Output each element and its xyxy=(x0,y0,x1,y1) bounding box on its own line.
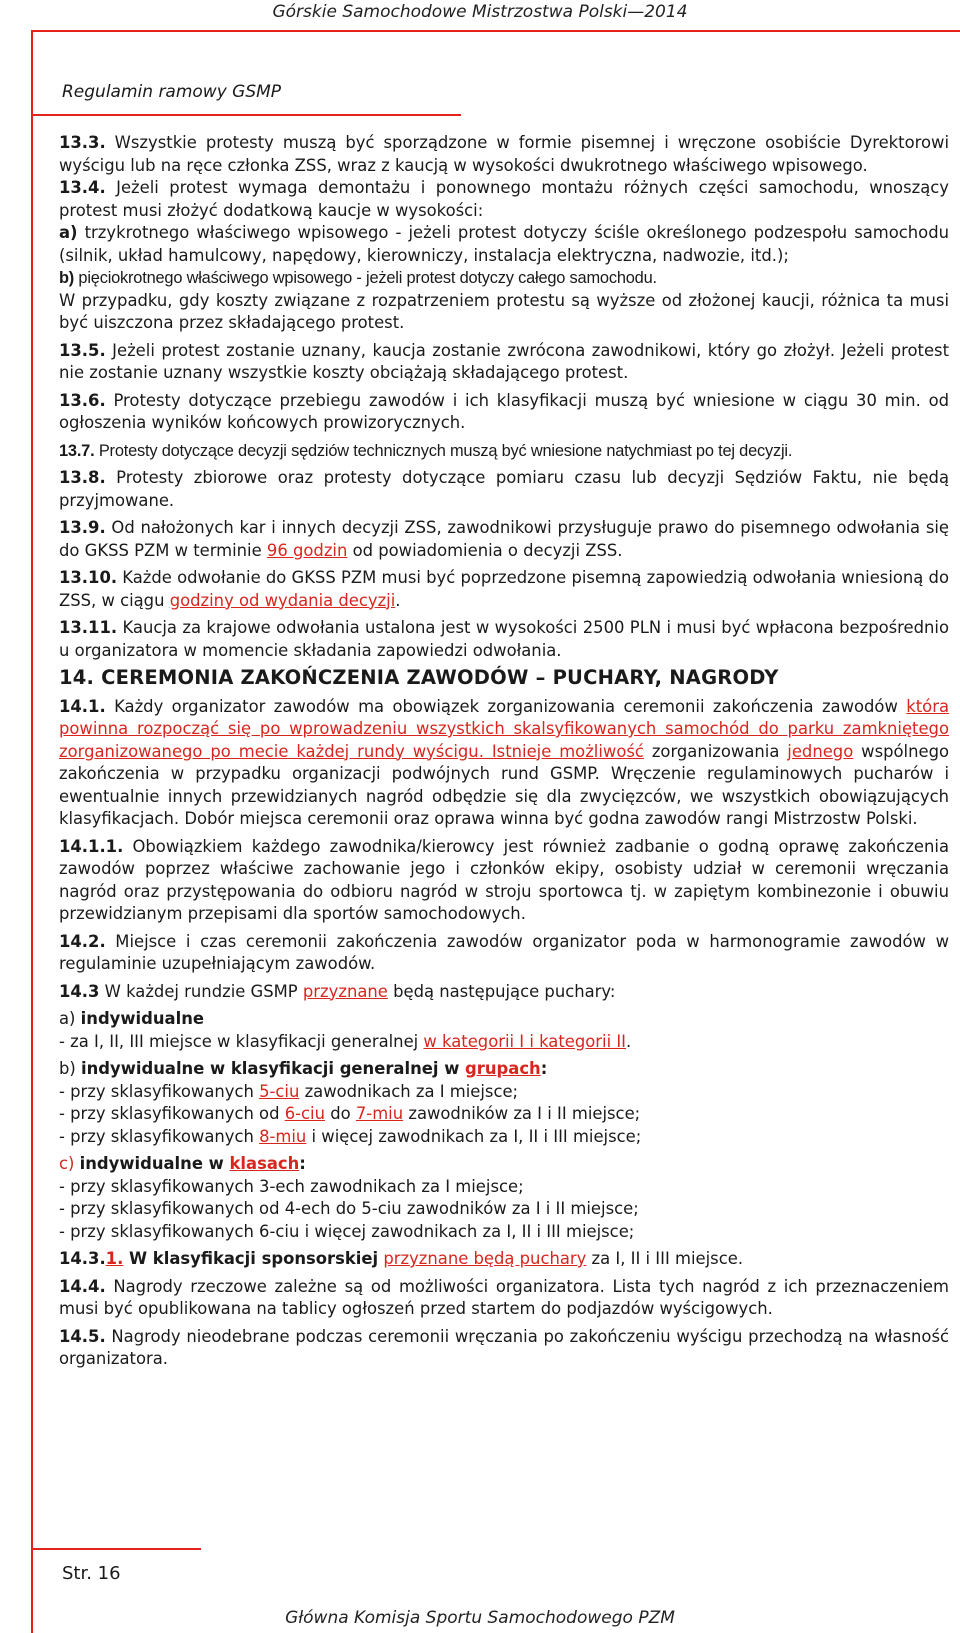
para-text: do xyxy=(325,1104,356,1123)
para-13-3 xyxy=(59,132,949,177)
section-number: 14.3. xyxy=(59,1249,106,1268)
section-number: 13.5. xyxy=(59,340,106,360)
para-text: . xyxy=(626,1031,632,1051)
item-heading: indywidualne xyxy=(80,1009,204,1028)
para-text: i więcej zawodnikach za I, II i III miejsce; xyxy=(306,1126,642,1146)
section-number: 13.11. xyxy=(59,618,118,637)
item-heading: indywidualne w klasyfikacji generalnej w xyxy=(81,1059,466,1078)
amended-text: 6-ciu xyxy=(284,1104,325,1123)
item-heading: : xyxy=(540,1059,548,1078)
para-text: Każde odwołanie do GKSS PZM musi być poprzedzone pisemną zapowiedzią odwołania wniesioną do ZSS, w ciągu xyxy=(59,568,949,610)
para-14-1 xyxy=(59,696,949,831)
document-body xyxy=(59,132,949,1376)
para-14-3 xyxy=(59,981,949,1004)
para-text: - przy sklasyfikowanych xyxy=(59,1081,260,1101)
amended-text: 5-ciu xyxy=(259,1081,300,1101)
para-13-6 xyxy=(59,390,949,435)
footer-rule xyxy=(31,1548,201,1550)
section-number: 14.1. xyxy=(59,696,106,716)
amended-text: 96 godzin xyxy=(266,540,348,560)
para-13-8 xyxy=(59,467,949,512)
amended-text: jednego xyxy=(787,741,854,761)
section-number: 14.4. xyxy=(59,1276,106,1296)
item-label: b) xyxy=(59,1059,82,1078)
para-13-4-a xyxy=(59,222,949,267)
subtitle-rule xyxy=(31,114,461,116)
section-number: 13.8. xyxy=(59,468,106,487)
para-13-4 xyxy=(59,177,949,222)
para-text: . xyxy=(395,590,401,610)
list-item-a-1 xyxy=(59,1031,949,1054)
list-item-b-1 xyxy=(59,1081,949,1104)
section-heading-14: 14. CEREMONIA ZAKOŃCZENIA ZAWODÓW – PUCHARY, NAGRODY xyxy=(59,666,779,689)
list-heading-c xyxy=(59,1153,949,1176)
list-item-b-2 xyxy=(59,1103,949,1126)
para-text: będą następujące puchary: xyxy=(387,981,616,1001)
para-13-5 xyxy=(59,340,949,385)
item-heading: : xyxy=(299,1154,306,1173)
item-label: a) xyxy=(59,1009,81,1028)
document-header-title: Górskie Samochodowe Mistrzostwa Polski—2014 xyxy=(272,2,688,22)
para-text: Protesty zbiorowe oraz protesty dotyczące pomiaru czasu lub decyzji Sędziów Faktu, nie będą przyjmowane. xyxy=(59,468,949,510)
para-14-1-1 xyxy=(59,836,949,926)
para-text: W każdej rundzie GSMP xyxy=(99,981,303,1001)
para-text: od powiadomienia o decyzji ZSS. xyxy=(347,540,623,560)
para-text: zorganizowania xyxy=(643,741,788,761)
section-number: 13.10. xyxy=(59,568,118,587)
para-text: trzykrotnego właściwego wpisowego - jeżeli protest dotyczy ściśle określonego podzespołu samochodu (silnik, układ hamulcowy, napędowy, kierowniczy, instalacja elektryczna, nadwozie, itd.); xyxy=(59,223,949,265)
para-13-11 xyxy=(59,617,949,662)
section-number: 13.9. xyxy=(59,518,106,537)
para-text: - przy sklasyfikowanych xyxy=(59,1126,260,1146)
para-13-7 xyxy=(59,440,949,463)
para-14-3-1 xyxy=(59,1248,949,1271)
para-text: Nagrody rzeczowe zależne są od możliwości organizatora. Lista tych nagród z ich przeznaczeniem musi być opublikowana na tablicy ogłoszeń przed startem do podjazdów wyścigowych. xyxy=(59,1276,949,1318)
amended-text: przyznane xyxy=(302,981,388,1001)
section-number: 13.3. xyxy=(59,133,106,152)
para-text: Wszystkie protesty muszą być sporządzone w formie pisemnej i wręczone osobiście Dyrektorowi wyścigu lub na ręce członka ZSS, wraz z kaucją w wysokości dwukrotnego właściwego wpisowego. xyxy=(59,133,949,175)
para-text: Każdy organizator zawodów ma obowiązek zorganizowania ceremonii zakończenia zawodów xyxy=(105,696,907,716)
amended-text: 1. xyxy=(105,1249,124,1268)
para-text: zawodnikach za I miejsce; xyxy=(299,1081,519,1101)
section-number: 13.6. xyxy=(59,390,106,410)
amended-text: klasach xyxy=(229,1154,300,1173)
header-rule xyxy=(31,30,960,32)
para-14-5 xyxy=(59,1326,949,1371)
para-text: Od nałożonych kar i innych decyzji ZSS, zawodnikowi przysługuje prawo do pisemnego odwołania się do GKSS PZM w terminie xyxy=(59,518,949,560)
margin-rule xyxy=(31,32,33,1633)
amended-text: w kategorii I i kategorii II xyxy=(423,1031,627,1051)
amended-text: 7-miu xyxy=(355,1104,404,1123)
document-subtitle: Regulamin ramowy GSMP xyxy=(62,82,282,102)
para-text: Miejsce i czas ceremonii zakończenia zawodów organizator poda w harmonogramie zawodów w regulaminie uzupełniającym zawodów. xyxy=(59,931,949,973)
para-14-2 xyxy=(59,931,949,976)
section-number: 14.2. xyxy=(59,931,106,951)
amended-text: która powinna rozpocząć się po wprowadzeniu wszystkich skalsyfikowanych samochód do parku zamkniętego zorganizowanego po mecie każdej rundy wyścigu. Istnieje możliwość xyxy=(59,696,949,761)
para-13-9 xyxy=(59,517,949,562)
para-text: Obowiązkiem każdego zawodnika/kierowcy jest również zadbanie o godną oprawę zakończenia zawodów poprzez właściwe zachowanie jego i członków ekipy, osobisty udział w ceremonii wręczania nagród oraz przystępowania do odbioru nagród w stroju sportowca tj. w zapiętym kombinezonie i obuwiu przewidzianym przepisami dla sportów samochodowych. xyxy=(59,836,949,923)
para-text: za I, II i III miejsce. xyxy=(586,1249,744,1268)
para-text: Kaucja za krajowe odwołania ustalona jest w wysokości 2500 PLN i musi być wpłacona bezpośrednio u organizatora w momencie składania zapowiedzi odwołania. xyxy=(59,618,949,660)
para-13-4-b xyxy=(59,267,949,290)
amended-text: godziny od wydania decyzji xyxy=(169,590,396,610)
para-13-10 xyxy=(59,567,949,612)
amended-text: grupach xyxy=(465,1059,541,1078)
item-label: c) xyxy=(59,1154,80,1173)
para-text: Protesty dotyczące decyzji sędziów technicznych muszą być wniesione natychmiast po tej decyzji. xyxy=(94,441,793,460)
para-13-4-note: W przypadku, gdy koszty związane z rozpatrzeniem protestu są wyższe od złożonej kaucji, różnica ta musi być uiszczona przez składającego protest. xyxy=(59,290,949,332)
para-text: - przy sklasyfikowanych od xyxy=(59,1104,285,1123)
item-label: a) xyxy=(59,223,78,242)
list-item-c-3: - przy sklasyfikowanych 6-ciu i więcej zawodnikach za I, II i III miejsce; xyxy=(59,1221,635,1241)
item-heading: indywidualne w xyxy=(79,1154,230,1173)
list-heading-a xyxy=(59,1008,949,1031)
section-number: 13.4. xyxy=(59,178,106,197)
section-number: 14.3 xyxy=(59,981,100,1001)
section-number: 13.7. xyxy=(59,441,95,460)
para-text: Nagrody nieodebrane podczas ceremonii wręczania po zakończeniu wyścigu przechodzą na własność organizatora. xyxy=(59,1326,949,1368)
page-number: Str. 16 xyxy=(62,1563,121,1584)
para-text: pięciokrotnego właściwego wpisowego - jeżeli protest dotyczy całego samochodu. xyxy=(74,269,657,287)
para-text: wspólnego zakończenia w przypadku organizacji podwójnych rund GSMP. Wręczenie regulaminowych pucharów i ewentualnie innych przewidzianych nagród odbędzie się dla zwycięzców, we wszystkich obowiązujących klasyfikacjach. Dobór miejsca ceremonii oraz oprawa winna być godna zawodów rangi Mistrzostw Polski. xyxy=(59,741,950,828)
item-heading: W klasyfikacji sponsorskiej xyxy=(123,1249,379,1268)
para-text: Jeżeli protest wymaga demontażu i ponownego montażu różnych części samochodu, wnoszący protest musi złożyć dodatkową kaucje w wysokości: xyxy=(59,178,949,220)
document-footer-org: Główna Komisja Sportu Samochodowego PZM xyxy=(285,1608,675,1628)
list-item-c-2: - przy sklasyfikowanych od 4-ech do 5-ciu zawodników za I i II miejsce; xyxy=(59,1199,639,1218)
para-text: Jeżeli protest zostanie uznany, kaucja zostanie zwrócona zawodnikowi, który go złożył. Jeżeli protest nie zostanie uznany wszystkie koszty obciążają składającego protest. xyxy=(59,340,949,382)
amended-text: 8-miu xyxy=(259,1126,307,1146)
list-item-c-1: - przy sklasyfikowanych 3-ech zawodnikach za I miejsce; xyxy=(59,1176,524,1196)
section-number: 14.1.1. xyxy=(59,836,124,856)
item-label: b) xyxy=(59,269,75,287)
list-item-b-3 xyxy=(59,1126,949,1149)
amended-text: przyznane będą puchary xyxy=(383,1249,587,1268)
list-heading-b xyxy=(59,1058,949,1081)
para-text: - za I, II, III miejsce w klasyfikacji generalnej xyxy=(59,1031,424,1051)
section-number: 14.5. xyxy=(59,1326,106,1346)
para-14-4 xyxy=(59,1276,949,1321)
para-text: zawodników za I i II miejsce; xyxy=(403,1104,641,1123)
para-text: Protesty dotyczące przebiegu zawodów i ich klasyfikacji muszą być wniesione w ciągu 30 min. od ogłoszenia wyników końcowych prowizorycznych. xyxy=(59,390,949,432)
